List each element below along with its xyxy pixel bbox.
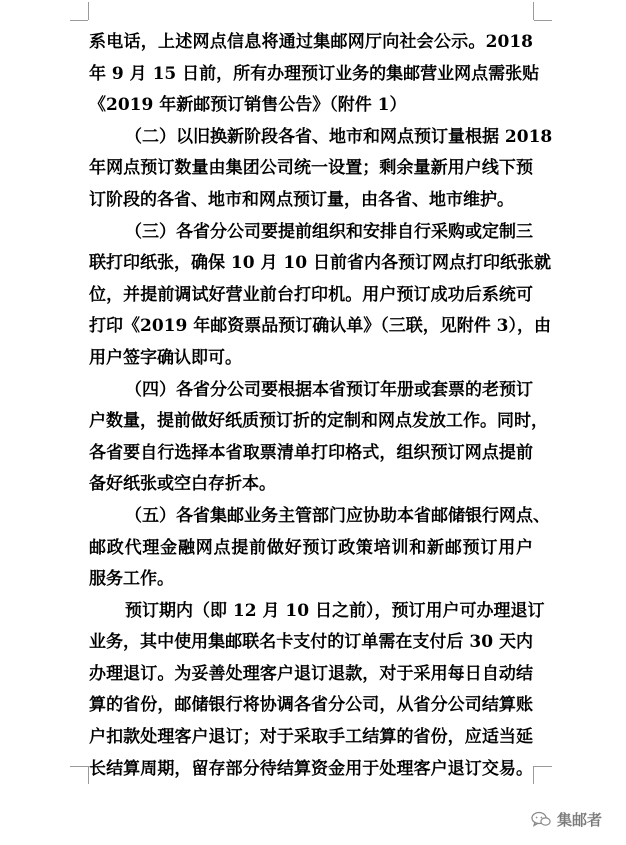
text-line: 办理退订。为妥善处理客户退订退款，对于采用每日自动结 (89, 663, 533, 684)
text-line: 备好纸张或空白存折本。 (89, 474, 276, 495)
text-line: 用户签字确认即可。 (89, 347, 242, 368)
crop-mark-top-left-v (88, 2, 89, 20)
text-line: 预订期内（即 12 月 10 日之前），预订用户可办理退订 (125, 600, 545, 621)
crop-mark-top-right-v (533, 2, 534, 20)
text-line: （三）各省分公司要提前组织和安排自行采购或定制三 (125, 221, 533, 242)
crop-mark-bottom-right-v (533, 766, 534, 784)
crop-mark-bottom-right-h (534, 766, 552, 767)
wechat-bubble-icon (531, 811, 551, 827)
text-line: 邮政代理金融网点提前做好预订政策培训和新邮预订用户 (89, 537, 533, 558)
crop-mark-bottom-left-h (70, 766, 88, 767)
crop-mark-top-right-h (534, 20, 552, 21)
document-body (89, 27, 553, 785)
text-line: 服务工作。 (89, 569, 174, 590)
text-line: 订阶段的各省、地市和网点预订量，由各省、地市维护。 (89, 189, 514, 210)
watermark-text: 集邮者 (557, 810, 603, 829)
text-line: 《2019 年新邮预订销售公告》（附件 1） (89, 95, 407, 116)
text-line: 户扣款处理客户退订；对于采取手工结算的省份，应适当延 (89, 727, 533, 748)
text-line: 打印《2019 年邮资票品预订确认单》（三联，见附件 3），由 (89, 316, 551, 337)
text-line: 系电话，上述网点信息将通过集邮网厅向社会公示。2018 (89, 32, 533, 52)
text-line: 各省要自行选择本省取票清单打印格式，组织预订网点提前 (89, 442, 533, 463)
text-line: 长结算周期，留存部分待结算资金用于处理客户退订交易。 (89, 758, 533, 779)
text-line: 业务，其中使用集邮联名卡支付的订单需在支付后 30 天内 (89, 632, 533, 653)
text-line: （二）以旧换新阶段各省、地市和网点预订量根据 2018 (125, 126, 553, 147)
text-line: 联打印纸张，确保 10 月 10 日前省内各预订网点打印纸张就 (89, 253, 551, 274)
text-line: 户数量，提前做好纸质预订折的定制和网点发放工作。同时， (89, 411, 548, 432)
text-line: （四）各省分公司要根据本省预订年册或套票的老预订 (125, 379, 533, 400)
text-line: 位，并提前调试好营业前台打印机。用户预订成功后系统可 (89, 284, 533, 305)
text-line: 年网点预订数量由集团公司统一设置；剩余量新用户线下预 (89, 158, 533, 179)
text-line: （五）各省集邮业务主管部门应协助本省邮储银行网点、 (125, 505, 550, 526)
text-line: 算的省份，邮储银行将协调各省分公司，从省分公司结算账 (89, 695, 533, 716)
watermark (531, 808, 602, 830)
crop-mark-top-left-h (70, 20, 88, 21)
text-line: 年 9 月 15 日前，所有办理预订业务的集邮营业网点需张贴 (89, 63, 540, 84)
